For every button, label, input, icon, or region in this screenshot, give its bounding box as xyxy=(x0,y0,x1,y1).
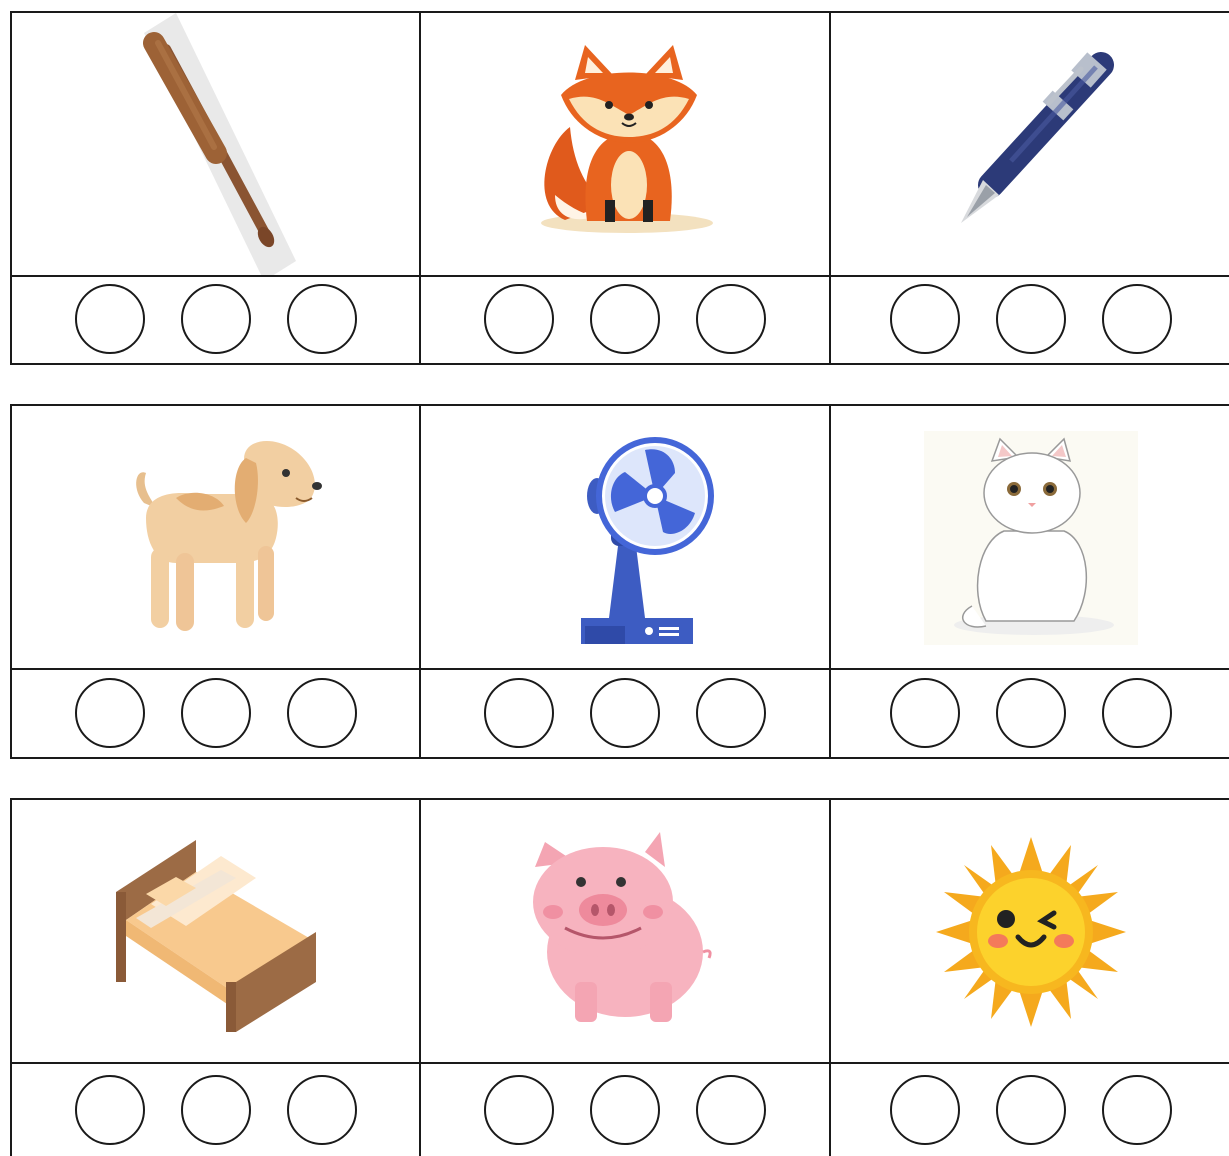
answer-circles xyxy=(421,1064,829,1156)
worksheet-cell xyxy=(12,800,421,1156)
answer-circle[interactable] xyxy=(1102,1075,1172,1145)
answer-circle[interactable] xyxy=(696,1075,766,1145)
answer-circle[interactable] xyxy=(181,284,251,354)
answer-circle[interactable] xyxy=(181,1075,251,1145)
worksheet-cell xyxy=(831,406,1229,757)
worksheet-cell xyxy=(421,406,831,757)
worksheet-row-2 xyxy=(10,404,1229,759)
answer-circle[interactable] xyxy=(590,678,660,748)
answer-circle[interactable] xyxy=(696,284,766,354)
answer-circle[interactable] xyxy=(590,284,660,354)
picture-area xyxy=(421,406,829,670)
answer-circle[interactable] xyxy=(75,678,145,748)
worksheet-cell xyxy=(12,13,421,363)
fox-icon xyxy=(525,45,725,245)
picture-area xyxy=(12,13,419,277)
answer-circle[interactable] xyxy=(996,284,1066,354)
answer-circle[interactable] xyxy=(75,284,145,354)
worksheet-cell xyxy=(421,13,831,363)
answer-circles xyxy=(831,275,1229,363)
answer-circle[interactable] xyxy=(484,678,554,748)
worksheet-row-1 xyxy=(10,11,1229,365)
answer-circles xyxy=(12,1064,419,1156)
answer-circles xyxy=(12,668,419,757)
answer-circle[interactable] xyxy=(996,1075,1066,1145)
worksheet-cell xyxy=(421,800,831,1156)
answer-circle[interactable] xyxy=(287,1075,357,1145)
picture-area xyxy=(12,800,419,1064)
picture-area xyxy=(831,406,1229,670)
answer-circle[interactable] xyxy=(1102,284,1172,354)
sun-icon xyxy=(936,837,1126,1027)
answer-circles xyxy=(421,668,829,757)
picture-area xyxy=(12,406,419,670)
answer-circles xyxy=(831,1064,1229,1156)
pig-icon xyxy=(525,832,725,1032)
answer-circle[interactable] xyxy=(75,1075,145,1145)
answer-circle[interactable] xyxy=(1102,678,1172,748)
worksheet-cell xyxy=(12,406,421,757)
baseball-bat-icon xyxy=(116,13,316,277)
worksheet-row-3 xyxy=(10,798,1229,1156)
worksheet-cell xyxy=(831,800,1229,1156)
picture-area xyxy=(421,800,829,1064)
answer-circle[interactable] xyxy=(890,284,960,354)
answer-circle[interactable] xyxy=(181,678,251,748)
dog-icon xyxy=(106,428,326,648)
answer-circle[interactable] xyxy=(484,284,554,354)
answer-circle[interactable] xyxy=(287,678,357,748)
fan-icon xyxy=(525,428,725,648)
pen-icon xyxy=(931,45,1131,245)
answer-circle[interactable] xyxy=(696,678,766,748)
answer-circle[interactable] xyxy=(996,678,1066,748)
answer-circle[interactable] xyxy=(890,1075,960,1145)
answer-circles xyxy=(831,668,1229,757)
picture-area xyxy=(831,13,1229,277)
worksheet-cell xyxy=(831,13,1229,363)
answer-circle[interactable] xyxy=(484,1075,554,1145)
answer-circle[interactable] xyxy=(590,1075,660,1145)
answer-circles xyxy=(421,275,829,363)
picture-area xyxy=(421,13,829,277)
cat-icon xyxy=(924,431,1138,645)
picture-area xyxy=(831,800,1229,1064)
answer-circle[interactable] xyxy=(287,284,357,354)
answer-circle[interactable] xyxy=(890,678,960,748)
answer-circles xyxy=(12,275,419,363)
bed-icon xyxy=(106,832,326,1032)
